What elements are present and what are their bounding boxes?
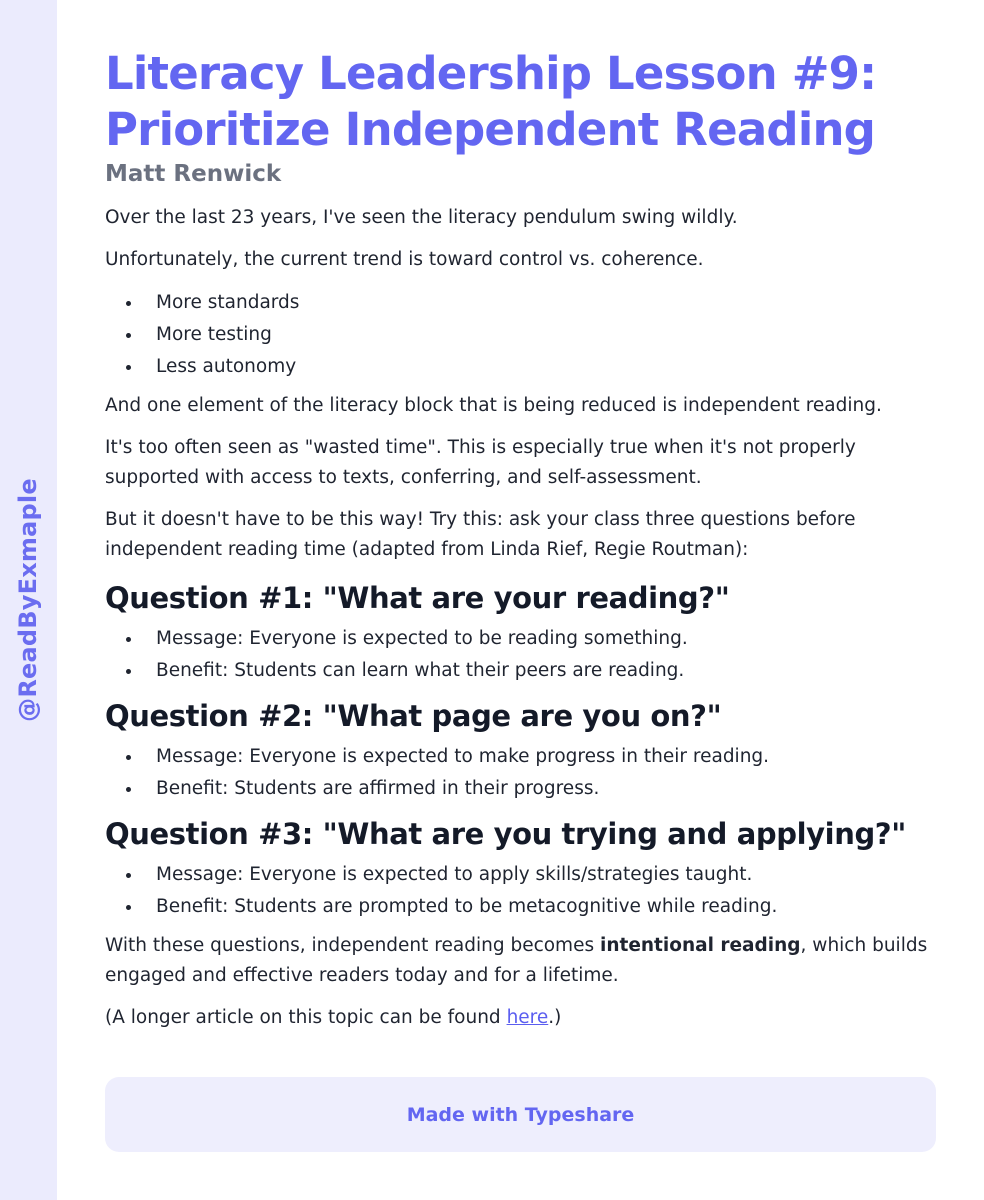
question-1-list: [105, 623, 945, 687]
list-item: Benefit: Students are affirmed in their progress.: [105, 773, 945, 805]
paragraph: Unfortunately, the current trend is toward control vs. coherence.: [105, 248, 704, 270]
closing-paragraph: [105, 931, 945, 991]
list-item: More standards: [105, 287, 945, 319]
question-2-heading: Question #2: "What page are you on?": [105, 698, 722, 733]
title-line-2: Prioritize Independent Reading: [105, 103, 876, 157]
footer-label: Made with Typeshare: [406, 1103, 635, 1126]
article: [105, 46, 945, 1045]
footnote-paragraph: [105, 1003, 945, 1033]
author-name: Matt Renwick: [105, 160, 282, 187]
article-title: [105, 46, 945, 159]
list-item: Message: Everyone is expected to make progress in their reading.: [105, 741, 945, 773]
side-rail: [0, 0, 57, 1200]
question-1-heading: Question #1: "What are your reading?": [105, 580, 730, 615]
list-item: Message: Everyone is expected to apply skills/strategies taught.: [105, 859, 945, 891]
list-item: Benefit: Students can learn what their peers are reading.: [105, 655, 945, 687]
question-3-list: [105, 859, 945, 923]
closing-emphasis: intentional reading: [599, 934, 801, 956]
question-3-heading: Question #3: "What are you trying and applying?": [105, 816, 906, 851]
footnote-text: .): [548, 1006, 562, 1028]
footnote-text: (A longer article on this topic can be found: [105, 1006, 507, 1028]
paragraph: It's too often seen as "wasted time". This is especially true when it's not properly supported with access to texts, conferring, and self-assessment.: [105, 436, 856, 488]
article-link[interactable]: here: [506, 1006, 549, 1028]
list-item: Less autonomy: [105, 351, 945, 383]
author-handle: @ReadByExmaple: [14, 478, 42, 722]
closing-text: With these questions, independent reading becomes: [105, 934, 600, 956]
closing-text: , which builds engaged and effective readers today and for a lifetime.: [105, 934, 928, 986]
paragraph: Over the last 23 years, I've seen the literacy pendulum swing wildly.: [105, 206, 738, 228]
paragraph: And one element of the literacy block that is being reduced is independent reading.: [105, 394, 882, 416]
title-line-1: Literacy Leadership Lesson #9:: [105, 47, 877, 100]
paragraph: But it doesn't have to be this way! Try this: ask your class three questions before independent reading time (adapted from Linda Rief, Regie Routman):: [105, 508, 856, 560]
list-item: Benefit: Students are prompted to be metacognitive while reading.: [105, 891, 945, 923]
list-item: More testing: [105, 319, 945, 351]
question-2-list: [105, 741, 945, 805]
made-with-typeshare-banner[interactable]: [105, 1077, 936, 1152]
trend-list: [105, 287, 945, 383]
list-item: Message: Everyone is expected to be reading something.: [105, 623, 945, 655]
